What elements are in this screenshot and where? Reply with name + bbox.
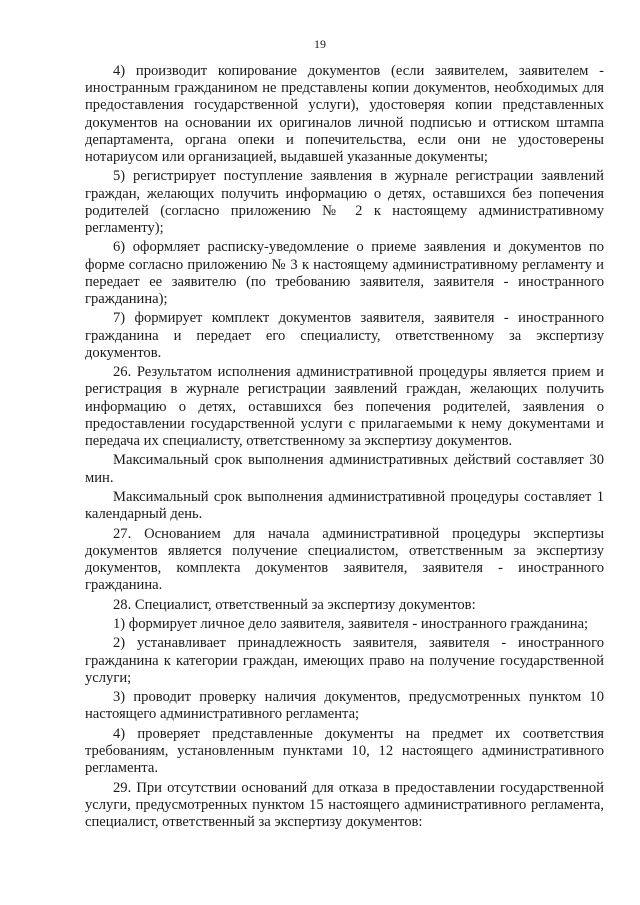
paragraph-28-item-1: 1) формирует личное дело заявителя, заявителя - иностранного гражданина; [113, 615, 589, 632]
document-body [85, 63, 604, 833]
paragraph-26-result: 26. Результатом исполнения административной процедуры является прием и регистрация в журнале регистрации заявлений граждан, желающих получить информацию о детях, оставшихся без попечения родителей, заявления о предоставлении государственной услуги с прилагаемыми к нему документами и передача их специалисту, ответственному за экспертизу документов. [85, 364, 604, 450]
paragraph-28-item-4: 4) проверяет представленные документы на предмет их соответствия требованиям, установленным пунктами 10, 12 настоящего административного регламента. [85, 725, 604, 777]
paragraph-item-4-copying: 4) производит копирование документов (если заявителем, заявителем - иностранным гражданином не представлены копии документов, необходимых для предоставления государственной услуги), удостоверяя копии представленных документов на основании их оригиналов личной подписью и оттиском штампа департамента, органа опеки и попечительства, если они не удостоверены нотариусом или организацией, выдавшей указанные документы; [85, 63, 604, 166]
paragraph-28-item-3: 3) проводит проверку наличия документов, предусмотренных пунктом 10 настоящего административного регламента; [85, 689, 604, 723]
paragraph-item-6-receipt: 6) оформляет расписку-уведомление о приеме заявления и документов по форме согласно приложению № 3 к настоящему административному регламенту и передает ее заявителю (по требованию заявителя, заявителя - иностранного гражданина); [85, 239, 604, 308]
paragraph-29-no-refusal: 29. При отсутствии оснований для отказа в предоставлении государственной услуги, предусмотренных пунктом 15 настоящего административного регламента, специалист, ответственный за экспертизу документов: [85, 779, 604, 830]
paragraph-28-specialist: 28. Специалист, ответственный за экспертизу документов: [113, 596, 476, 613]
paragraph-item-5-registration: 5) регистрирует поступление заявления в журнале регистрации заявлений граждан, желающих получить информацию о детях, оставшихся без попечения родителей (согласно приложению № 2 к настоящему административному регламенту); [85, 168, 604, 237]
page-number: 19 [314, 37, 326, 51]
paragraph-27-basis: 27. Основанием для начала административной процедуры экспертизы документов является получение специалистом, ответственным за экспертизу документов, комплекта документов заявителя, заявителя - иностранного гражданина. [85, 525, 604, 594]
paragraph-max-time-procedure: Максимальный срок выполнения административной процедуры составляет 1 календарный день. [85, 489, 604, 523]
paragraph-item-7-document-set: 7) формирует комплект документов заявителя, заявителя - иностранного гражданина и передает его специалисту, ответственному за экспертизу документов. [85, 310, 604, 361]
paragraph-28-item-2: 2) устанавливает принадлежность заявителя, заявителя - иностранного гражданина к категории граждан, имеющих право на получение государственной услуги; [85, 635, 604, 686]
paragraph-max-time-actions: Максимальный срок выполнения административных действий составляет 30 мин. [85, 452, 604, 486]
